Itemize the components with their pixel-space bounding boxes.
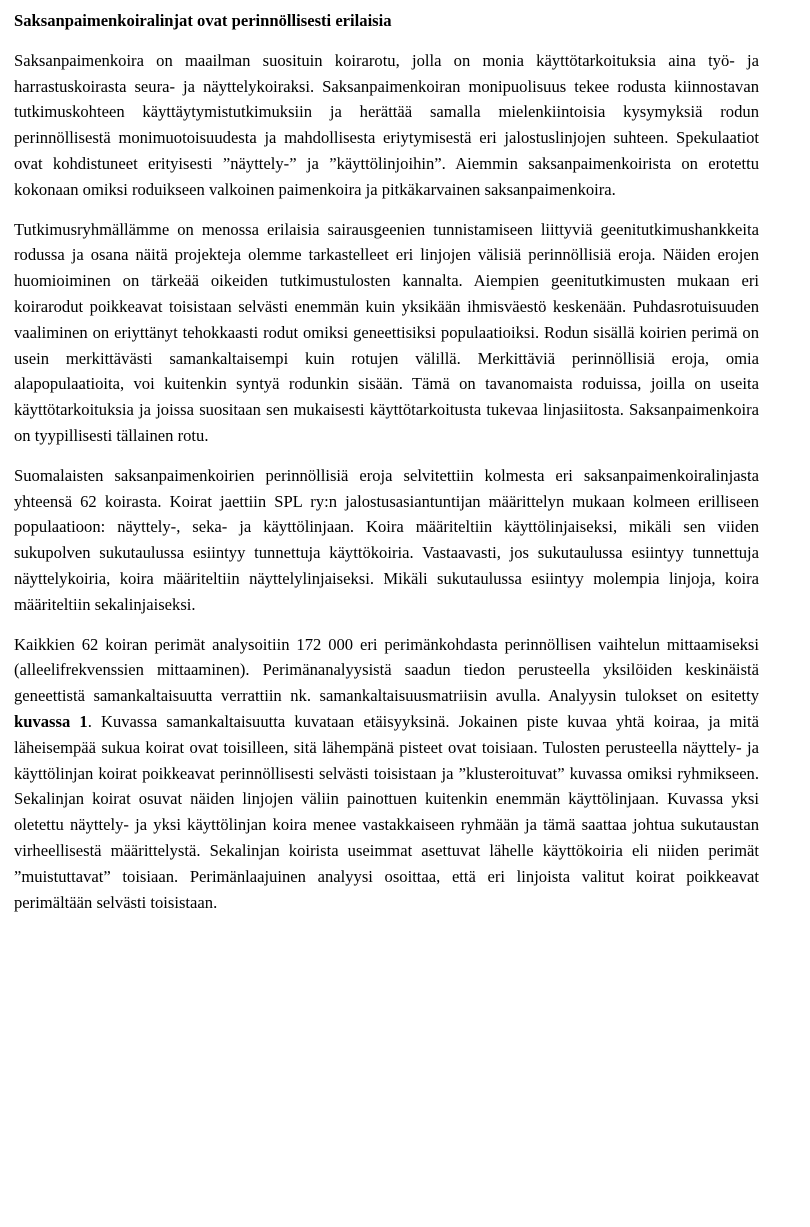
document-title: Saksanpaimenkoiralinjat ovat perinnöllisesti erilaisia bbox=[14, 11, 392, 30]
paragraph-analysis bbox=[14, 632, 759, 916]
paragraph-research: Tutkimusryhmällämme on menossa erilaisia sairausgeenien tunnistamiseen liittyviä geenitutkimushankkeita rodussa ja osana näitä projekteja olemme tarkastelleet eri linjojen välisiä perinnöllisiä eroja. Näiden erojen huomioiminen on tärkeää oikeiden tutkimustulosten kannalta. Aiempien geenitutkimusten mukaan eri koirarodut poikkeavat toisistaan selvästi enemmän kuin yksikään ihmisväestö keskenään. Puhdasrotuisuuden vaaliminen on eriyttänyt tehokkaasti rodut omiksi geneettisiksi populaatioiksi. Rodun sisällä koirien perimä on usein merkittävästi samankaltaisempi kuin rotujen välillä. Merkittäviä perinnöllisiä eroja, omia alapopulaatioita, voi kuitenkin syntyä rodunkin sisään. Tämä on tavanomaista roduissa, joilla on useita käyttötarkoituksia ja joissa suositaan sen mukaisesti käyttötarkoitusta tukevaa linjasiitosta. Saksanpaimenkoira on tyypillisesti tällainen rotu. bbox=[14, 219, 759, 445]
paragraph-populations: Suomalaisten saksanpaimenkoirien perinnöllisiä eroja selvitettiin kolmesta eri saksanpaimenkoiralinjasta yhteensä 62 koirasta. Koirat jaettiin SPL ry:n jalostusasiantuntijan määrittelyn mukaan kolmeen erilliseen populaatioon: näyttely-, seka- ja käyttölinjaan. Koira määriteltiin käyttölinjaiseksi, mikäli sen viiden sukupolven sukutaulussa esiintyy tunnettuja käyttökoiria. Vastaavasti, jos sukutaulussa esiintyy tunnettuja näyttelykoiria, koira määriteltiin näyttelylinjaiseksi. Mikäli sukutaulussa esiintyy molempia linjoja, koira määriteltiin sekalinjaiseksi. bbox=[14, 465, 759, 614]
document-body bbox=[14, 8, 759, 929]
paragraph-analysis-text-before: Kaikkien 62 koiran perimät analysoitiin 172 000 eri perimänkohdasta perinnöllisen vaihtelun mittaamiseksi (alleelifrekvenssien mittaaminen). Perimänanalyysistä saadun tiedon perusteella yksilöiden keskinäistä geneettistä samankaltaisuutta verrattiin nk. samankaltaisuusmatriisin avulla. Analyysin tulokset on esitetty bbox=[14, 634, 759, 706]
paragraph-analysis-text-after: . Kuvassa samankaltaisuutta kuvataan etäisyyksinä. Jokainen piste kuvaa yhtä koiraa, ja mitä läheisempää sukua koirat ovat toisilleen, sitä lähempänä pisteet ovat toisiaan. Tulosten perusteella näyttely- ja käyttölinjan koirat poikkeavat perinnöllisesti selvästi toisistaan ja ”klusteroituvat” kuvassa omiksi ryhmikseen. Sekalinjan koirat osuvat näiden linjojen väliin painottuen kuitenkin enemmän käyttölinjaan. Kuvassa yksi oletettu näyttely- ja yksi käyttölinjan koira menee vastakkaiseen ryhmään ja tämä saattaa johtua sukutaustan virheellisestä määrittelystä. Sekalinjan koirista useimmat asettuvat lähelle käyttökoiria eli niiden perimät ”muistuttavat” toisiaan. Perimänlaajuinen analyysi osoittaa, että eri linjoista valitut koirat poikkeavat perimältään selvästi toisistaan. bbox=[14, 711, 759, 912]
paragraph-intro: Saksanpaimenkoira on maailman suosituin koirarotu, jolla on monia käyttötarkoituksia aina työ- ja harrastuskoirasta seura- ja näyttelykoiraksi. Saksanpaimenkoiran monipuolisuus tekee rodusta kiinnostavan tutkimuskohteen käyttäytymistutkimuksiin ja herättää samalla mielenkiintoisia kysymyksiä rodun perinnöllisestä monimuotoisuudesta ja mahdollisesta eriytymisestä eri jalostuslinjojen suhteen. Spekulaatiot ovat kohdistuneet erityisesti ”näyttely-” ja ”käyttölinjoihin”. Aiemmin saksanpaimenkoirista on erotettu kokonaan omiksi roduikseen valkoinen paimenkoira ja pitkäkarvainen saksanpaimenkoira. bbox=[14, 50, 759, 199]
figure-reference: kuvassa 1 bbox=[14, 711, 88, 731]
